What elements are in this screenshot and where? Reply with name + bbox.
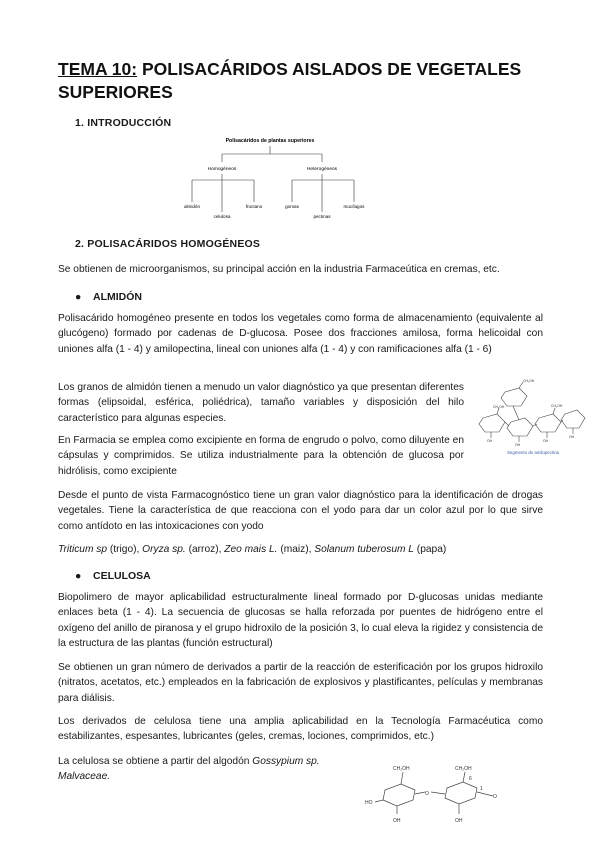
amylopectin-figure-caption: Segmento de amilopectina: [507, 450, 559, 455]
section-heading-polisacaridos-homogeneos: 2. POLISACÁRIDOS HOMOGÉNEOS: [75, 238, 261, 250]
svg-text:CH₂OH: CH₂OH: [455, 766, 472, 772]
diagram-left-label: Homogéneos: [207, 167, 237, 172]
svg-text:OH: OH: [543, 439, 549, 443]
svg-text:O: O: [493, 794, 497, 800]
polysaccharide-classification-diagram: [170, 132, 370, 222]
bullet-heading-celulosa: CELULOSA: [93, 570, 151, 582]
svg-text:CH₂OH: CH₂OH: [523, 379, 535, 383]
amylopectin-structure-figure: [477, 378, 589, 458]
celulosa-source-text: La celulosa se obtiene a partir del algodón: [58, 756, 253, 767]
svg-text:CH₂OH: CH₂OH: [551, 404, 563, 408]
source-common-4: (papa): [413, 544, 447, 555]
almidon-paragraph-3: En Farmacia se emplea como excipiente en forma de engrudo o polvo, como diluyente en cápsulas y comprimidos. Se utiliza industrialmente para la obtención de glucosa por hidrólisis, como excipiente: [58, 435, 464, 477]
almidon-paragraph-2: Los granos de almidón tienen a menudo un valor diagnóstico ya que presentan diferentes formas (elipsoidal, esférica, poliédrica), tamaño variables y disposición del hilo característico para algunas especies.: [58, 382, 464, 424]
diagram-root-label: Polisacáridos de plantas superiores: [225, 138, 315, 144]
svg-text:OH: OH: [393, 818, 401, 824]
cellulose-structure-figure: [365, 762, 525, 824]
diagram-leaf-celulosa: celulosa: [213, 214, 231, 219]
section2-intro: Se obtienen de microorganismos, su principal acción en la industria Farmaceútica en cremas, etc.: [58, 264, 500, 275]
source-common-2: (arroz),: [185, 544, 225, 555]
diagram-leaf-fructano: fructano: [245, 204, 263, 209]
bullet-dot: ●: [75, 291, 82, 303]
title-topic-number: TEMA 10:: [58, 59, 138, 79]
bullet-almidon: [75, 291, 142, 303]
almidon-paragraph-4: Desde el punto de vista Farmacognóstico tiene un gran valor diagnóstico para la identificación de drogas vegetales. Tiene la característica de que reacciona con el yodo para dar un color azul por lo que sirve como antídoto en las intoxicaciones con yodo: [58, 490, 543, 532]
svg-text:OH: OH: [487, 439, 493, 443]
source-species-4: Solanum tuberosum L: [314, 544, 414, 555]
svg-text:CH₂OH: CH₂OH: [493, 405, 505, 409]
source-species-1: Triticum sp: [58, 544, 108, 555]
bullet-celulosa: [75, 570, 151, 582]
svg-text:OH: OH: [515, 443, 521, 447]
almidon-paragraph-1: Polisacárido homogéneo presente en todos los vegetales como forma de almacenamiento (equivalente al glucógeno) formado por cadenas de D-glucosa. Posee dos fracciones amilosa, forma helicoidal con uniones alfa (1 - 4) y amilopectina, lineal con uniones alfa (1 - 4) y con ramificaciones alfa (1 - 6): [58, 313, 543, 355]
svg-text:1: 1: [480, 786, 483, 792]
section-heading-introduccion: 1. INTRODUCCIÓN: [75, 117, 172, 129]
bullet-heading-almidon: ALMIDÓN: [93, 291, 142, 303]
celulosa-paragraph-1: Biopolimero de mayor aplicabilidad estructuralmente lineal formado por D-glucosas unidas mediante enlaces beta (1 - 4). La secuencia de glucosas se halla reforzada por puentes de hidrógeno entre el oxígeno del anillo de piranosa y el grupo hidroxilo de la posición 3, lo cual eleva la rigidez y consistencia de la estructura de las plantas (función estructural): [58, 592, 543, 650]
svg-text:OH: OH: [569, 435, 575, 439]
svg-text:HO: HO: [365, 800, 373, 806]
source-common-3: (maiz),: [277, 544, 315, 555]
title-text: POLISACÁRIDOS AISLADOS DE VEGETALES SUPERIORES: [58, 59, 522, 102]
page-title: [58, 58, 558, 104]
source-species-2: Oryza sp.: [142, 544, 186, 555]
almidon-sources-line: [58, 542, 558, 557]
bullet-dot: ●: [75, 570, 82, 582]
celulosa-paragraph-3: Los derivados de celulosa tiene una amplia aplicabilidad en la Tecnología Farmacéutica como estabilizantes, espesantes, lubricantes (geles, cremas, lociones, comprimidos, etc.): [58, 716, 543, 743]
diagram-leaf-almidon: almidón: [183, 204, 201, 209]
diagram-leaf-gomas: gomas: [285, 204, 299, 209]
source-common-1: (trigo),: [107, 544, 143, 555]
svg-text:OH: OH: [455, 818, 463, 824]
svg-text:6: 6: [469, 776, 472, 782]
diagram-leaf-mucilagos: mucílagos: [343, 204, 365, 209]
svg-text:CH₂OH: CH₂OH: [393, 766, 410, 772]
source-species-3: Zeo mais L.: [224, 544, 278, 555]
celulosa-source-family: Malvaceae.: [58, 771, 111, 783]
diagram-right-label: Heterogéneos: [306, 167, 338, 172]
diagram-leaf-pectinas: pectinas: [313, 214, 331, 219]
celulosa-paragraph-2: Se obtienen un gran número de derivados a partir de la reacción de esterificación por los grupos hidroxilo (nitratos, acetatos, etc.) empleados en la fabricación de explosivos y plastificantes, películas y membranas para diálisis.: [58, 662, 543, 704]
celulosa-source-species: Gossypium sp.: [252, 756, 320, 767]
celulosa-paragraph-4: [58, 754, 358, 785]
svg-text:O: O: [425, 791, 429, 797]
